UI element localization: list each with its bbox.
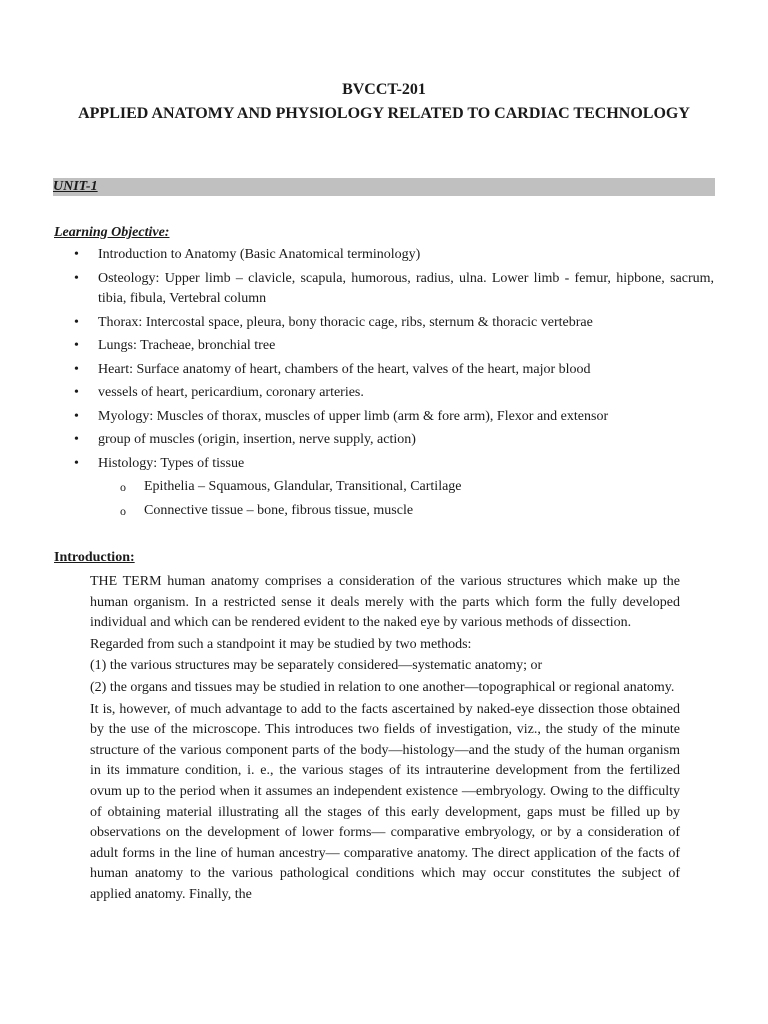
circle-bullet-icon: o xyxy=(120,480,126,494)
list-item-text: Lungs: Tracheae, bronchial tree xyxy=(98,338,276,353)
learning-objective-list xyxy=(54,245,714,524)
sub-list-item-text: Connective tissue – bone, fibrous tissue, muscle xyxy=(144,502,414,518)
list-item-text: Thorax: Intercostal space, pleura, bony thoracic cage, ribs, sternum & thoracic vertebrae xyxy=(98,314,593,330)
bullet-icon: • xyxy=(74,408,79,424)
unit-heading: UNIT-1 xyxy=(53,178,715,196)
course-title: APPLIED ANATOMY AND PHYSIOLOGY RELATED TO CARDIAC TECHNOLOGY xyxy=(78,105,690,122)
list-item xyxy=(54,454,714,475)
list-item-text: Introduction to Anatomy (Basic Anatomical terminology) xyxy=(98,247,421,262)
list-item xyxy=(54,407,714,428)
bullet-icon: • xyxy=(74,455,79,471)
circle-bullet-icon: o xyxy=(120,503,126,518)
bullet-icon: • xyxy=(74,314,79,330)
list-item-text: vessels of heart, pericardium, coronary arteries. xyxy=(98,385,364,400)
list-item xyxy=(54,245,714,266)
sub-list-item xyxy=(54,477,714,498)
bullet-icon: • xyxy=(74,270,79,286)
paragraph: (1) the various structures may be separately considered—systematic anatomy; or xyxy=(90,658,543,674)
list-item-text: Osteology: Upper limb – clavicle, scapula, humorous, radius, ulna. Lower limb - femur, hipbone, sacrum, tibia, fibula, Vertebral column xyxy=(98,270,714,306)
paragraph: Regarded from such a standpoint it may be studied by two methods: xyxy=(90,636,472,652)
bullet-icon: • xyxy=(74,361,79,377)
title-block xyxy=(0,78,768,126)
paragraph: It is, however, of much advantage to add to the facts ascertained by naked-eye dissection those obtained by the use of the microscope. This introduces two fields of investigation, viz., the study of the minute structure of the various component parts of the body—histology—and the study of the human organism in its immature condition, i. e., the various stages of its intrauterine development from the fertilized ovum up to the period when it assumes an independent existence —embryology. Owing to the difficulty of obtaining material illustrating all the stages of this early development, gaps must be filled up by observations on the development of lower forms— comparative embryology, or by a consideration of adult forms in the line of human ancestry— comparative anatomy. The direct application of the facts of human anatomy to the various pathological conditions which may occur constitutes the subject of applied anatomy. Finally, the xyxy=(90,701,680,902)
list-item-text: Myology: Muscles of thorax, muscles of upper limb (arm & fore arm), Flexor and extensor xyxy=(98,408,609,424)
sub-list-item-text: Epithelia – Squamous, Glandular, Transitional, Cartilage xyxy=(144,479,462,494)
list-item xyxy=(54,313,714,334)
list-item xyxy=(54,336,714,357)
bullet-icon: • xyxy=(74,432,79,447)
list-item-text: Histology: Types of tissue xyxy=(98,455,245,471)
bullet-icon: • xyxy=(74,247,79,262)
list-item-text: Heart: Surface anatomy of heart, chambers of the heart, valves of the heart, major blood xyxy=(98,361,591,377)
sub-list-item xyxy=(54,501,714,522)
paragraph: THE TERM human anatomy comprises a consideration of the various structures which make up the human organism. In a restricted sense it deals merely with the parts which form the fully developed individual and which can be rendered evident to the naked eye by various methods of dissection. xyxy=(90,574,680,631)
list-item-text: group of muscles (origin, insertion, nerve supply, action) xyxy=(98,432,416,447)
bullet-icon: • xyxy=(74,385,79,400)
list-item xyxy=(54,269,714,310)
learning-objective-heading: Learning Objective: xyxy=(54,225,170,240)
course-code: BVCCT-201 xyxy=(342,81,426,98)
list-item xyxy=(54,383,714,404)
list-item xyxy=(54,360,714,381)
introduction-body xyxy=(90,572,680,907)
bullet-icon: • xyxy=(74,338,79,353)
introduction-heading: Introduction: xyxy=(54,550,135,565)
list-item xyxy=(54,430,714,451)
paragraph: (2) the organs and tissues may be studied in relation to one another—topographical or regional anatomy. xyxy=(90,679,675,695)
